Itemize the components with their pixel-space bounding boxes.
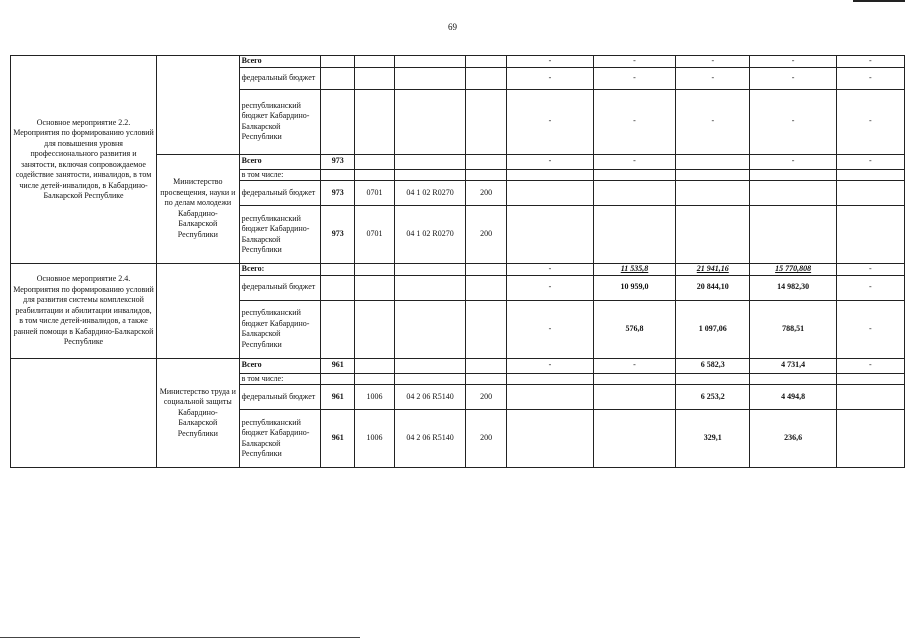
value-cell: - (750, 56, 836, 68)
csr-cell: 04 2 06 R5140 (394, 385, 465, 410)
vr-cell: 200 (466, 385, 507, 410)
value-cell: 20 844,10 (676, 275, 750, 300)
source-cell: республиканский бюджет Кабардино-Балкарской Республики (239, 206, 321, 264)
code-cell: 973 (321, 154, 355, 169)
section-cell: 0701 (355, 206, 395, 264)
value-cell: - (676, 67, 750, 89)
value-cell: - (836, 275, 904, 300)
program-title: Основное мероприятие 2.2. Мероприятия по формированию условий для повышения уровня профессионального развития и занятости, включая сопровождаемое содействие занятости, инвалидов, в том числе детей-инвалидов, в Кабардино-Балкарской Республике (11, 56, 157, 264)
top-edge-mark (853, 0, 905, 2)
source-cell: Всего (239, 56, 321, 68)
value-cell: - (593, 358, 675, 373)
vr-cell: 200 (466, 410, 507, 468)
source-cell: федеральный бюджет (239, 181, 321, 206)
bottom-edge-mark (0, 637, 360, 638)
value-cell: 21 941,16 (676, 264, 750, 276)
source-cell: Всего: (239, 264, 321, 276)
value-cell: 14 982,30 (750, 275, 836, 300)
value-cell: - (593, 154, 675, 169)
blank-cell (11, 358, 157, 468)
page-number: 69 (448, 22, 457, 32)
value-cell: - (506, 264, 593, 276)
value-cell: 10 959,0 (593, 275, 675, 300)
value-cell: 236,6 (750, 410, 836, 468)
value-cell: 576,8 (593, 300, 675, 358)
value-cell: - (506, 56, 593, 68)
value-cell: 6 582,3 (676, 358, 750, 373)
code-cell: 961 (321, 385, 355, 410)
value-cell: 15 770,808 (750, 264, 836, 276)
table-row (11, 56, 905, 68)
value-cell: 11 535,8 (593, 264, 675, 276)
value-cell: - (836, 300, 904, 358)
vr-cell: 200 (466, 206, 507, 264)
value-cell: - (676, 89, 750, 154)
value-cell: - (506, 300, 593, 358)
value-cell: - (836, 154, 904, 169)
value-cell: - (506, 275, 593, 300)
source-cell: федеральный бюджет (239, 275, 321, 300)
value-cell: - (506, 154, 593, 169)
source-cell: Всего (239, 358, 321, 373)
source-cell: в том числе: (239, 169, 321, 181)
value-cell: - (506, 67, 593, 89)
source-cell: федеральный бюджет (239, 67, 321, 89)
csr-cell: 04 2 06 R5140 (394, 410, 465, 468)
source-cell: республиканский бюджет Кабардино-Балкарской Республики (239, 300, 321, 358)
value-cell: - (593, 67, 675, 89)
code-cell: 961 (321, 410, 355, 468)
source-cell: в том числе: (239, 373, 321, 385)
value-cell: 6 253,2 (676, 385, 750, 410)
value-cell: 1 097,06 (676, 300, 750, 358)
value-cell: 329,1 (676, 410, 750, 468)
value-cell: - (506, 358, 593, 373)
value-cell: - (593, 56, 675, 68)
executor-empty (157, 56, 240, 155)
section-cell: 0701 (355, 181, 395, 206)
value-cell: 788,51 (750, 300, 836, 358)
source-cell: федеральный бюджет (239, 385, 321, 410)
value-cell: - (836, 67, 904, 89)
source-cell: Всего (239, 154, 321, 169)
value-cell: - (836, 358, 904, 373)
value-cell: - (506, 89, 593, 154)
value-cell: - (750, 67, 836, 89)
csr-cell: 04 1 02 R0270 (394, 181, 465, 206)
code-cell: 961 (321, 358, 355, 373)
executor-cell: Министерство просвещения, науки и по делам молодежи Кабардино-Балкарской Республики (157, 154, 240, 264)
value-cell: - (836, 264, 904, 276)
source-cell: республиканский бюджет Кабардино-Балкарской Республики (239, 89, 321, 154)
value-cell: 4 494,8 (750, 385, 836, 410)
value-cell: - (750, 154, 836, 169)
source-cell: республиканский бюджет Кабардино-Балкарской Республики (239, 410, 321, 468)
section-cell: 1006 (355, 385, 395, 410)
program-title: Основное мероприятие 2.4. Мероприятия по формированию условий для развития системы комплексной реабилитации и абилитации инвалидов, в том числе детей-инвалидов, а также ранней помощи в Кабардино-Балкарской Республике (11, 264, 157, 359)
value-cell: - (836, 89, 904, 154)
executor-cell: Министерство труда и социальной защиты Кабардино-Балкарской Республики (157, 358, 240, 468)
value-cell: - (676, 56, 750, 68)
value-cell: - (593, 89, 675, 154)
vr-cell: 200 (466, 181, 507, 206)
value-cell: - (836, 56, 904, 68)
value-cell: 4 731,4 (750, 358, 836, 373)
code-cell: 973 (321, 206, 355, 264)
csr-cell: 04 1 02 R0270 (394, 206, 465, 264)
section-cell: 1006 (355, 410, 395, 468)
executor-empty (157, 264, 240, 359)
value-cell: - (750, 89, 836, 154)
table-row (11, 264, 905, 276)
code-cell: 973 (321, 181, 355, 206)
table-row (11, 358, 905, 373)
budget-table (10, 55, 905, 468)
